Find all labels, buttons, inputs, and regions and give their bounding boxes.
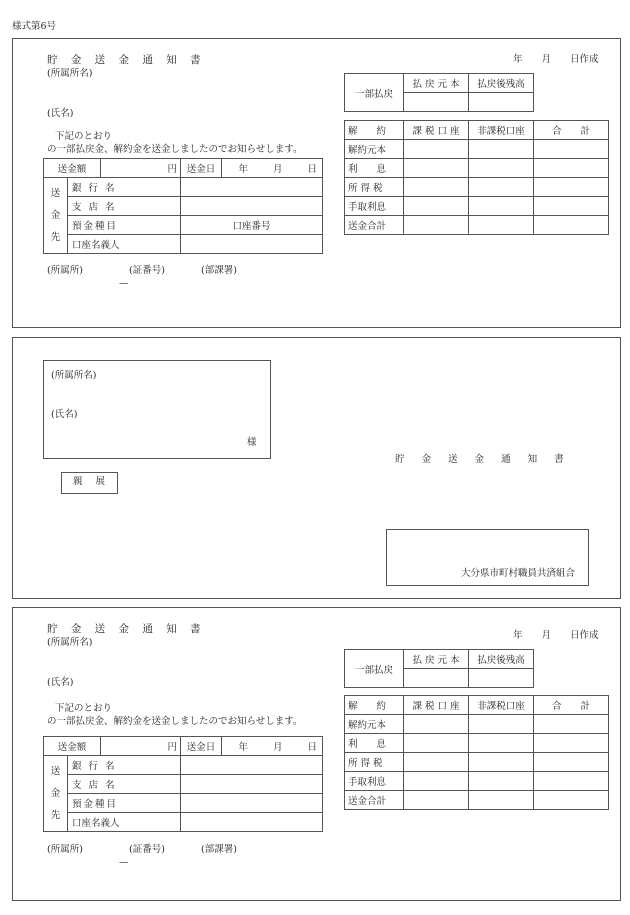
partial-label: 一部払戻 — [345, 650, 404, 688]
cancel-nontaxable-label: 非課税口座 — [469, 121, 534, 140]
amount-yen: 円 — [101, 159, 181, 178]
name-label: (氏名) — [47, 677, 74, 688]
form-number: 様式第6号 — [12, 21, 57, 32]
partial-balance-label: 払戻後残高 — [469, 650, 534, 669]
cancellation-table — [344, 120, 609, 235]
footer-dept: (部課署) — [201, 844, 237, 855]
confidential-label: 親 展 — [73, 476, 111, 487]
account-holder-label: 口座名義人 — [68, 813, 181, 832]
notice-panel-top — [12, 38, 621, 328]
cancel-taxable-label: 課 税 口 座 — [404, 696, 469, 715]
partial-balance-label: 払戻後残高 — [469, 74, 534, 93]
bank-name-value — [181, 178, 323, 197]
date-label: 送金日 — [181, 159, 222, 178]
dest-vertical-label: 送 金 先 — [44, 756, 68, 832]
cancel-row-label: 手取利息 — [345, 772, 404, 791]
date-ymd: 年 月 日 — [222, 159, 323, 178]
cancel-header: 解 約 — [345, 696, 404, 715]
amount-label: 送金額 — [44, 737, 101, 756]
cancel-row-label: 所 得 税 — [345, 178, 404, 197]
partial-label: 一部払戻 — [345, 74, 404, 112]
footer-cert: (証番号) — [129, 844, 165, 855]
envelope-panel — [12, 337, 621, 599]
message-line1: 下記のとおり — [55, 703, 113, 714]
name-label: (氏名) — [47, 108, 74, 119]
footer-affiliation: (所属所) — [47, 844, 83, 855]
cancel-row-label: 送金合計 — [345, 791, 404, 810]
bank-name-label: 銀 行 名 — [68, 756, 181, 775]
deposit-type-value — [181, 794, 323, 813]
cancel-header: 解 約 — [345, 121, 404, 140]
deposit-type-label: 預金種目 — [68, 216, 181, 235]
cancel-row-label: 手取利息 — [345, 197, 404, 216]
cancel-total-label: 合 計 — [534, 696, 609, 715]
created-date: 年 月 日作成 — [513, 630, 599, 641]
bank-name-value — [181, 756, 323, 775]
cancel-row-label: 利 息 — [345, 159, 404, 178]
bank-name-label: 銀 行 名 — [68, 178, 181, 197]
cancel-taxable-label: 課 税 口 座 — [404, 121, 469, 140]
partial-withdrawal-table — [344, 649, 534, 688]
cancel-row-label: 所 得 税 — [345, 753, 404, 772]
remittance-table — [43, 736, 323, 832]
sender-name: 大分県市町村職員共済組合 — [461, 568, 576, 579]
created-date: 年 月 日作成 — [513, 54, 599, 65]
dest-vertical-label: 送 金 先 — [44, 178, 68, 254]
footer-dash: — — [119, 857, 129, 868]
message-line2: の一部払戻金、解約金を送金しましたのでお知らせします。 — [47, 716, 303, 727]
cancel-row-label: 解約元本 — [345, 140, 404, 159]
message-line2: の一部払戻金、解約金を送金しましたのでお知らせします。 — [47, 144, 303, 155]
cancel-row-label: 解約元本 — [345, 715, 404, 734]
envelope-affiliation-label: (所属所名) — [51, 370, 97, 381]
deposit-type-label: 預金種目 — [68, 794, 181, 813]
partial-balance-value — [469, 669, 534, 688]
envelope-honorific: 様 — [247, 437, 257, 448]
date-ymd: 年 月 日 — [222, 737, 323, 756]
notice-title: 貯 金 送 金 通 知 書 — [47, 623, 206, 635]
account-holder-value — [181, 813, 323, 832]
envelope-title: 貯 金 送 金 通 知 書 — [395, 454, 571, 465]
remittance-table — [43, 158, 323, 254]
date-label: 送金日 — [181, 737, 222, 756]
branch-name-label: 支 店 名 — [68, 775, 181, 794]
partial-principal-value — [404, 669, 469, 688]
envelope-name-label: (氏名) — [51, 409, 78, 420]
amount-yen: 円 — [101, 737, 181, 756]
partial-withdrawal-table — [344, 73, 534, 112]
cancel-row-label: 送金合計 — [345, 216, 404, 235]
partial-balance-value — [469, 93, 534, 112]
amount-label: 送金額 — [44, 159, 101, 178]
branch-name-value — [181, 197, 323, 216]
notice-title: 貯 金 送 金 通 知 書 — [47, 54, 206, 66]
cancel-nontaxable-label: 非課税口座 — [469, 696, 534, 715]
message-line1: 下記のとおり — [55, 131, 113, 142]
footer-cert: (証番号) — [129, 265, 165, 276]
footer-dash: — — [119, 278, 129, 289]
account-number-label: 口座番号 — [181, 216, 323, 235]
footer-dept: (部課署) — [201, 265, 237, 276]
notice-panel-bottom — [12, 607, 621, 901]
account-holder-value — [181, 235, 323, 254]
cancel-total-label: 合 計 — [534, 121, 609, 140]
cancel-row-label: 利 息 — [345, 734, 404, 753]
footer-affiliation: (所属所) — [47, 265, 83, 276]
account-holder-label: 口座名義人 — [68, 235, 181, 254]
partial-principal-value — [404, 93, 469, 112]
cancellation-table — [344, 695, 609, 810]
partial-principal-label: 払 戻 元 本 — [404, 74, 469, 93]
partial-principal-label: 払 戻 元 本 — [404, 650, 469, 669]
affiliation-label: (所属所名) — [47, 68, 93, 79]
branch-name-label: 支 店 名 — [68, 197, 181, 216]
branch-name-value — [181, 775, 323, 794]
affiliation-label: (所属所名) — [47, 637, 93, 648]
